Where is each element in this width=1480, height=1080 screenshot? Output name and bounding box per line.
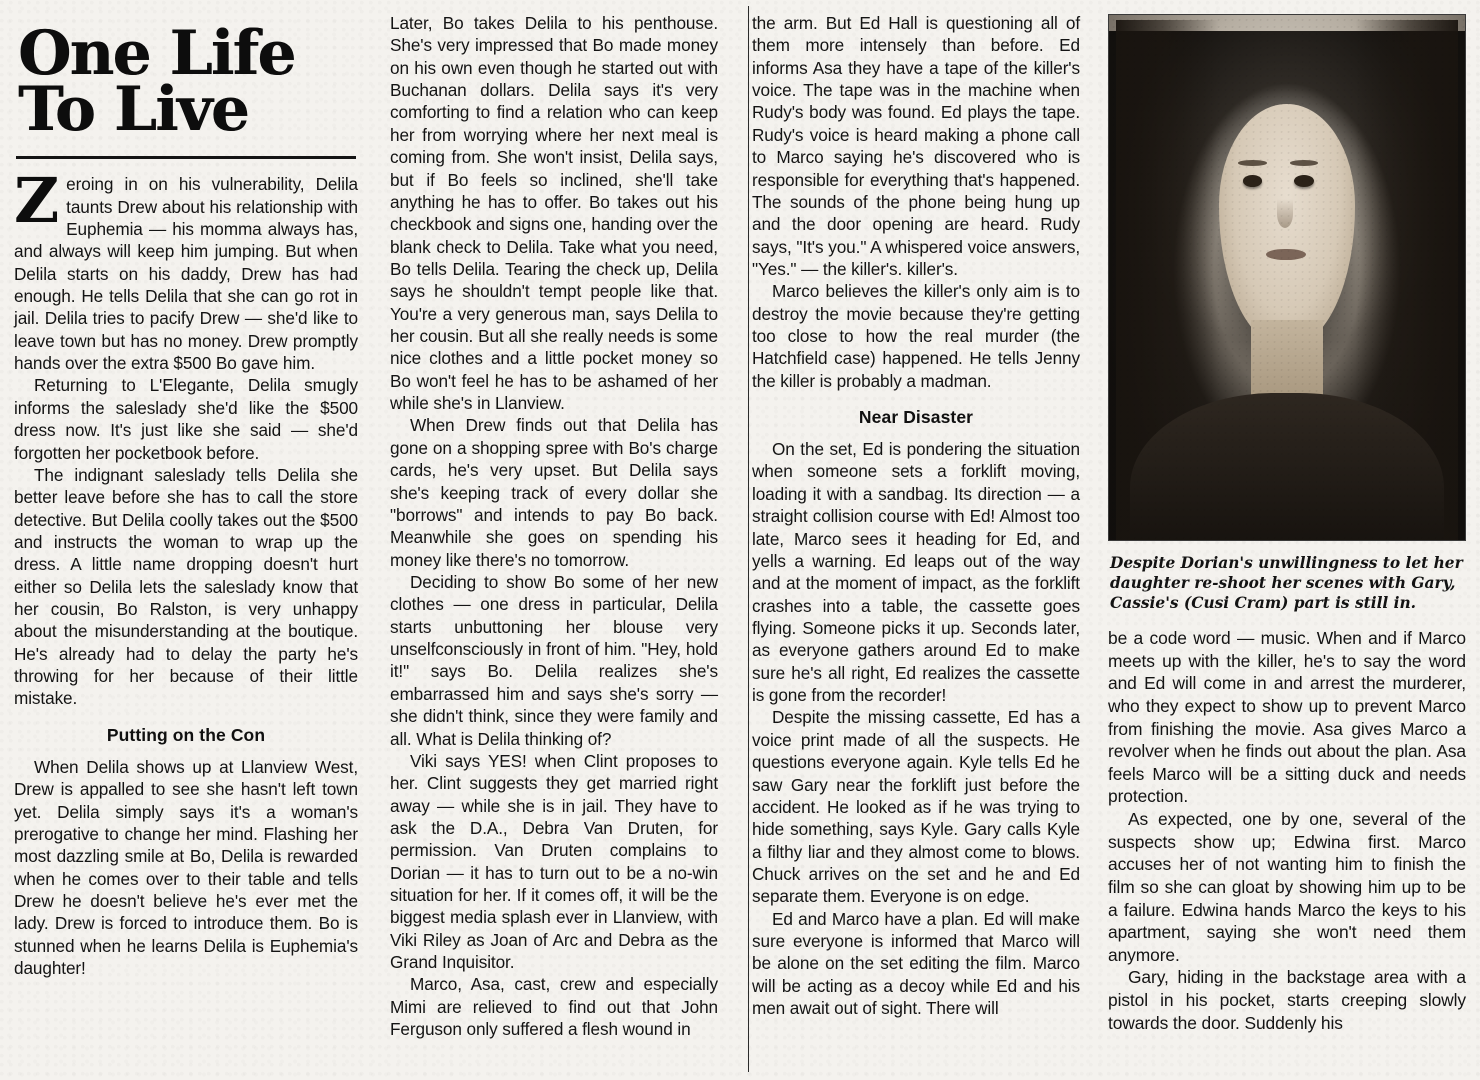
- body-paragraph: The indignant saleslady tells Delila she better leave before she has to call the store detective. But Delila coolly takes out the $500 and instructs the woman to wrap up the dress. A little name dropping doesn't hurt either so Delila lets the saleslady know that her cousin, Bo Ralston, is very unhappy about the misunderstanding at the boutique. He's already had to delay the party he's throwing for her because of their little mistake.: [14, 464, 358, 709]
- body-paragraph: Viki says YES! when Clint proposes to her. Clint suggests they get married right away — while she is in jail. They have to ask the D.A., Debra Van Druten, for permission. Van Druten complains to Dorian — it has to turn out to be a no-win situation for her. If it comes off, it will be the biggest media splash ever in Llanview, with Viki Riley as Joan of Arc and Debra as the Grand Inquisitor.: [390, 750, 718, 973]
- masthead-line-2: To Live: [18, 74, 249, 146]
- body-paragraph: Gary, hiding in the backstage area with a pistol in his pocket, starts creeping slowly towards the door. Suddenly his: [1108, 967, 1466, 1033]
- photo-caption: Despite Dorian's unwillingness to let her daughter re-shoot her scenes with Gary, Cassie's (Cusi Cram) part is still in.: [1110, 554, 1463, 613]
- paragraph-text: eroing in on his vulnerability, Delila taunts Drew about his relationship with Euphemia — his momma always has, and always will keep him jumping. But when Delila starts on his daddy, Drew has had enough. He tells Delila that she can go rot in jail. Delila tries to pacify Drew — she'd like to leave town but has no money. Drew promptly hands over the extra $500 Bo gave him.: [14, 174, 358, 374]
- photo-grain-overlay: [1109, 15, 1465, 540]
- body-paragraph: Deciding to show Bo some of her new clothes — one dress in particular, Delila starts unbuttoning her blouse very unselfconsciously in front of him. "Hey, hold it!" says Bo. Delila realizes she's embarrassed him and says she's sorry — she didn't think, since they were family and all. What is Delila thinking of?: [390, 571, 718, 749]
- body-paragraph: When Drew finds out that Delila has gone on a shopping spree with Bo's charge cards, he's very upset. But Delila says she's keeping track of every dollar she "borrows" and intends to pay Bo back. Meanwhile she goes on spending his money like there's no tomorrow.: [390, 415, 718, 570]
- drop-cap: Z: [14, 164, 60, 238]
- body-paragraph: Marco believes the killer's only aim is to destroy the movie because they're getting too close to how the real murder (the Hatchfield case) happened. He tells Jenny the killer is probably a madman.: [752, 281, 1080, 391]
- body-paragraph: [14, 164, 358, 374]
- body-paragraph: be a code word — music. When and if Marco meets up with the killer, he's to say the word and Ed will come in and arrest the murderer, who they expect to show up to prevent Marco from finishing the movie. Asa gives Marco a revolver when he finds out about the plan. Asa feels Marco will be a sitting duck and needs protection.: [1108, 628, 1466, 807]
- column-one: [14, 12, 374, 1080]
- body-paragraph: Despite the missing cassette, Ed has a voice print made of all the suspects. He questions everyone again. Kyle tells Ed he saw Gary near the forklift just before the accident. He looked as if he was trying to hide something, says Kyle. Gary calls Kyle a filthy liar and they almost come to blows. Chuck arrives on the set and he and Ed separate them. Everyone is on edge.: [752, 707, 1080, 907]
- body-paragraph: the arm. But Ed Hall is questioning all of them more intensely than before. Ed informs Asa they have a tape of the killer's voice. The tape was in the machine when Rudy's body was found. Ed plays the tape. Rudy's voice is heard making a phone call to Marco saying he's discovered who is responsible for everything that's happened. The sounds of the phone being hung up and the door opening are heard. Rudy says, "It's you." A whispered voice answers, "Yes." — the killer's. killer's.: [752, 13, 1080, 279]
- body-paragraph: Marco, Asa, cast, crew and especially Mimi are relieved to find out that John Ferguson only suffered a flesh wound in: [390, 974, 718, 1040]
- photo-block: [1108, 14, 1466, 613]
- section-subhead: Near Disaster: [858, 407, 974, 428]
- body-paragraph: Ed and Marco have a plan. Ed will make sure everyone is informed that Marco will be alone on the set editing the film. Marco will be acting as a decoy while Ed and his men await out of sight. There will: [752, 908, 1080, 1019]
- column-three: [734, 12, 1094, 1080]
- portrait-photo: [1108, 14, 1466, 541]
- body-paragraph: Returning to L'Elegante, Delila smugly informs the saleslady she'd like the $500 dress now. It's just like she said — she'd forgotten her pocketbook before.: [14, 375, 358, 463]
- section-subhead: Putting on the Con: [106, 724, 266, 745]
- body-paragraph: Later, Bo takes Delila to his penthouse. She's very impressed that Bo made money on his own even though he started out with Buchanan dollars. Delila says it's very comforting to find a relation who can keep her from worrying where her next meal is coming from. She won't insist, Delila says, but if Bo feels so inclined, she'll take anything he has to offer. Bo takes out his checkbook and signs one, handing over the blank check to Delila. Take what you need, Bo tells Delila. Tearing the check up, Delila says he shouldn't tempt people like that. You're a very generous man, says Delila to her cousin. But all she really needs is some nice clothes and a little pocket money so Bo won't feel he has to be ashamed of her while she's in Llanview.: [390, 13, 718, 414]
- page-title: [18, 18, 358, 146]
- body-paragraph: On the set, Ed is pondering the situation when someone sets a forklift moving, loading it with a sandbag. Its direction — a straight collision course with Ed! Almost too late, Marco sees it heading for Ed, and yells a warning. Ed leaps out of the way and at the moment of impact, as the forklift crashes into a table, the cassette goes flying. Someone picks it up. Seconds later, as everyone gathers around Ed to make sure he's all right, Ed realizes the cassette is gone from the recorder!: [752, 439, 1080, 706]
- column-four: [1094, 12, 1466, 1080]
- body-paragraph: When Delila shows up at Llanview West, Drew is appalled to see she hasn't left town yet. Delila simply says it's a woman's prerogative to change her mind. Flashing her most dazzling smile at Bo, Delila is rewarded when he comes over to their table and tells Drew he doesn't believe he's ever met the lady. Drew is forced to introduce them. Bo is stunned when he learns Delila is Euphemia's daughter!: [14, 756, 358, 979]
- column-two: [374, 12, 734, 1080]
- body-paragraph: As expected, one by one, several of the suspects show up; Edwina first. Marco accuses her of not wanting him to finish the film so she can gloat by showing him up to be a failure. Edwina hands Marco the keys to his apartment, saying she won't need them anymore.: [1108, 809, 1466, 965]
- masthead-rule: [16, 156, 356, 159]
- masthead-line-1: One Life: [18, 18, 295, 89]
